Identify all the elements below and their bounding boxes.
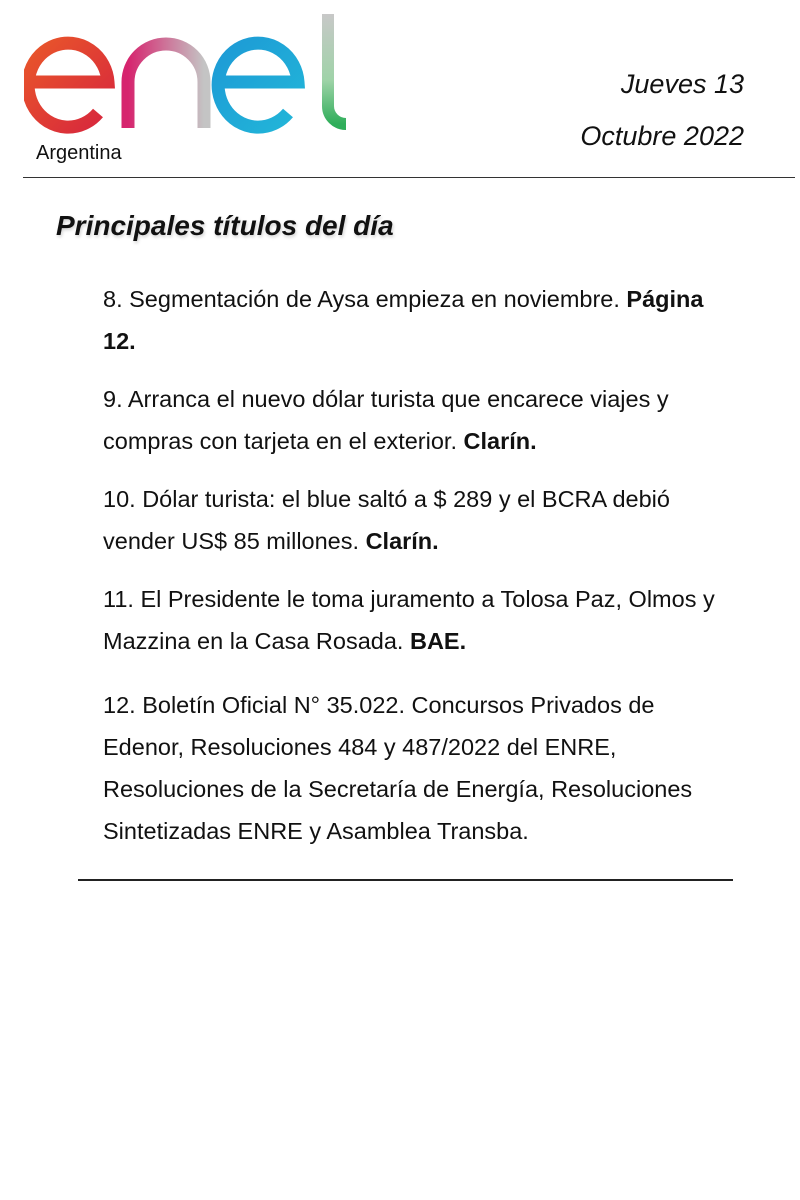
news-text: 10. Dólar turista: el blue saltó a $ 289 y el BCRA debió vender US$ 85 millones. [103, 486, 670, 554]
date-month-year: Octubre 2022 [580, 121, 744, 151]
news-source: BAE. [409, 628, 467, 654]
news-item [103, 278, 733, 362]
footer-divider [78, 879, 733, 881]
news-item [103, 578, 733, 662]
news-source: Clarín. [463, 428, 537, 454]
enel-logo [24, 10, 354, 135]
date-weekday: Jueves 13 [620, 69, 744, 99]
news-text: 8. Segmentación de Aysa empieza en noviembre. [103, 286, 627, 312]
section-title: Principales títulos del día [56, 210, 394, 241]
news-text: 11. El Presidente le toma juramento a Tolosa Paz, Olmos y Mazzina en la Casa Rosada. [103, 586, 715, 654]
page-header [0, 0, 800, 180]
news-source: Clarín. [365, 528, 439, 554]
news-text: 9. Arranca el nuevo dólar turista que encarece viajes y compras con tarjeta en el exterior. [103, 386, 669, 454]
news-item [103, 478, 733, 562]
date-block [580, 58, 744, 162]
header-divider [23, 177, 795, 178]
news-item [103, 684, 733, 852]
news-text: 12. Boletín Oficial N° 35.022. Concursos Privados de Edenor, Resoluciones 484 y 487/2022 del ENRE, Resoluciones de la Secretaría de Energía, Resoluciones Sintetizadas ENRE y Asamblea Transba. [103, 692, 693, 844]
brand-country: Argentina [36, 142, 122, 164]
news-source: Página 12. [103, 286, 704, 354]
news-list [103, 278, 733, 868]
news-item [103, 378, 733, 462]
